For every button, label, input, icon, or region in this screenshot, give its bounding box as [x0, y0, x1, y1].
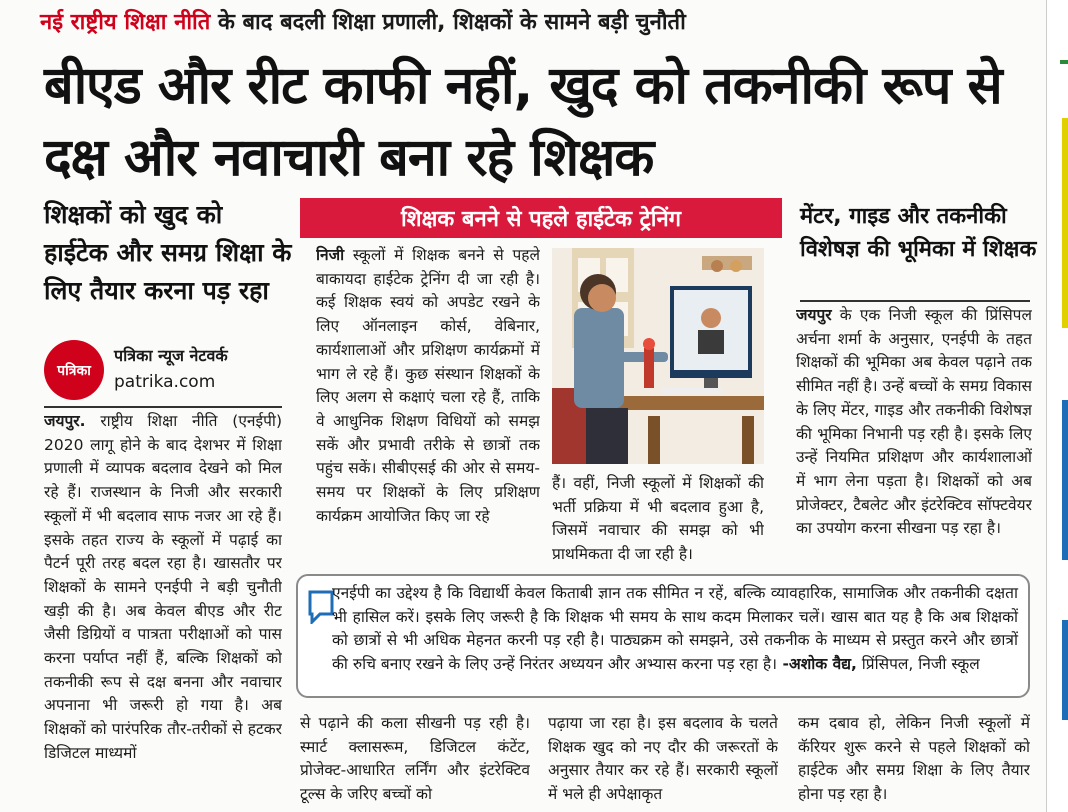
right-body: के एक निजी स्कूल की प्रिंसिपल अर्चना शर्मा के अनुसार, एनईपी के तहत शिक्षकों की भूमिका अब केवल पढ़ाने तक सीमित नहीं है। उन्हें बच्चों के समग्र विकास के लिए मेंटर, गाइड और तकनीकी विशेषज्ञ की भूमिका निभानी पड़ रही है। इसके लिए उन्हें नियमित प्रशिक्षण और कार्यशालाओं में भाग लेना पड़ता है। शिक्षकों को अब प्रोजेक्टर, टैबलेट और इंटरेक्टिव सॉफ्टवेयर का उपयोग करना सीखना पड़ रहा है। — [796, 306, 1032, 538]
byline — [44, 338, 294, 404]
headline: बीएड और रीट काफी नहीं, खुद को तकनीकी रूप से दक्ष और नवाचारी बना रहे शिक्षक — [44, 56, 1002, 188]
byline-site: patrika.com — [114, 372, 216, 392]
quote-text — [332, 582, 1018, 676]
quote-attribution-role: प्रिंसिपल, निजी स्कूल — [856, 654, 980, 673]
column-1-text: राष्ट्रीय शिक्षा नीति (एनईपी) 2020 लागू होने के बाद देशभर में शिक्षा प्रणाली में व्यापक बदलाव देखने को मिल रहे हैं। राजस्थान के निजी और सरकारी स्कूलों में भी बदलाव साफ नजर आ रहे हैं। इसके तहत राज्य के स्कूलों में पढ़ाई का पैटर्न पूरी तरह बदल रहा है। खासतौर पर शिक्षकों के सामने एनईपी ने बड़ी चुनौती खड़ी की है। अब केवल बीएड और रीट जैसी डिग्रियों व पात्रता परीक्षाओं को पास करना पर्याप्त नहीं हैं, बल्कि शिक्षकों को तकनीकी रूप से दक्ष बनना और नवाचार अपनाना भी जरूरी हो गया है। अब शिक्षकों को पारंपरिक तौर-तरीकों से हटकर डिजिटल माध्यमों — [44, 412, 282, 762]
bottom-column-4: कम दबाव हो, लेकिन निजी स्कूलों में कॅरियर शुरू करने से पहले शिक्षकों को हाईटेक और समग्र शिक्षा के लिए तैयार होना पड़ रहा है। — [798, 714, 1030, 804]
teacher-computer-illustration — [552, 248, 764, 464]
strip-mark-blue — [1062, 400, 1068, 560]
bottom-column-3: पढ़ाया जा रहा है। इस बदलाव के चलते शिक्षक खुद को नए दौर की जरूरतों के अनुसार तैयार कर रहे हैं। सरकारी स्कूलों में भले ही अपेक्षाकृत — [548, 714, 778, 804]
box-lead: निजी — [316, 246, 345, 264]
kicker-highlight: नई राष्ट्रीय शिक्षा नीति — [40, 10, 211, 35]
patrika-logo: पत्रिका — [44, 340, 104, 400]
column-right — [796, 304, 1032, 570]
box-text-right: हैं। वहीं, निजी स्कूलों में शिक्षकों की भर्ती प्रक्रिया में भी बदलाव हुआ है, जिसमें नवाचार की समझ को भी प्राथमिकता दी जा रही है। — [552, 474, 764, 564]
subhead-right: मेंटर, गाइड और तकनीकी विशेषज्ञ की भूमिका में शिक्षक — [800, 204, 1037, 262]
quote-icon — [308, 590, 334, 624]
bottom-column-2: से पढ़ाने की कला सीखनी पड़ रही है। स्मार्ट क्लासरूम, डिजिटल कंटेंट, प्रोजेक्ट-आधारित लर्निंग और इंटरेक्टिव टूल्स के जरिए बच्चों को — [300, 714, 530, 804]
subhead-left: शिक्षकों को खुद को हाईटेक और समग्र शिक्षा के लिए तैयार करना पड़ रहा — [44, 200, 292, 305]
strip-mark-green — [1060, 60, 1068, 64]
strip-mark-blue-2 — [1062, 620, 1068, 720]
quote-body: एनईपी का उद्देश्य है कि विद्यार्थी केवल किताबी ज्ञान तक सीमित न रहें, बल्कि व्यावहारिक, सामाजिक और तकनीकी दक्षता भी हासिल करें। इसके लिए जरूरी है कि शिक्षक भी समय के साथ कदम मिलाकर चलें। खास बात यह है कि अब शिक्षकों को छात्रों से भी अधिक मेहनत करनी पड़ रही है। पाठ्यक्रम को समझने, उसे तकनीक के माध्यम से प्रस्तुत करने और छात्रों की रुचि बनाए रखने के लिए उन्हें निरंतर अध्ययन और अभ्यास करना पड़ रहा है। — [332, 584, 1018, 673]
right-lead: जयपुर — [796, 306, 832, 324]
box-body: स्कूलों में शिक्षक बनने से पहले बाकायदा हाईटेक ट्रेनिंग दी जा रही है। कई शिक्षक स्वयं को अपडेट रखने के लिए ऑनलाइन कोर्स, वेबिनार, कार्यशालाओं और प्रशिक्षण कार्यक्रमों में भाग ले रहे हैं। कुछ संस्थान शिक्षकों के लिए अलग से कक्षाएं चला रहे हैं, ताकि वे आधुनिक शिक्षण विधियों को समझ सकें और प्रभावी तरीके से छात्रों तक पहुंच सकें। सीबीएसई की ओर से समय-समय पर शिक्षकों के लिए प्रशिक्षण कार्यक्रम आयोजित किए जा रहे — [316, 246, 540, 525]
quote-attribution-name: -अशोक वैद्य, — [777, 654, 857, 673]
byline-source: पत्रिका न्यूज नेटवर्क — [114, 346, 228, 365]
byline-divider — [44, 406, 282, 408]
right-divider — [800, 300, 1030, 302]
quote-box — [296, 574, 1030, 698]
box-heading: शिक्षक बनने से पहले हाईटेक ट्रेनिंग — [300, 198, 782, 238]
kicker-line — [0, 0, 1046, 46]
column-1 — [44, 410, 282, 810]
kicker-text: के बाद बदली शिक्षा प्रणाली, शिक्षकों के सामने बड़ी चुनौती — [210, 10, 686, 35]
dateline: जयपुर. — [44, 412, 86, 430]
box-text — [316, 244, 540, 568]
strip-mark-yellow — [1062, 118, 1068, 328]
